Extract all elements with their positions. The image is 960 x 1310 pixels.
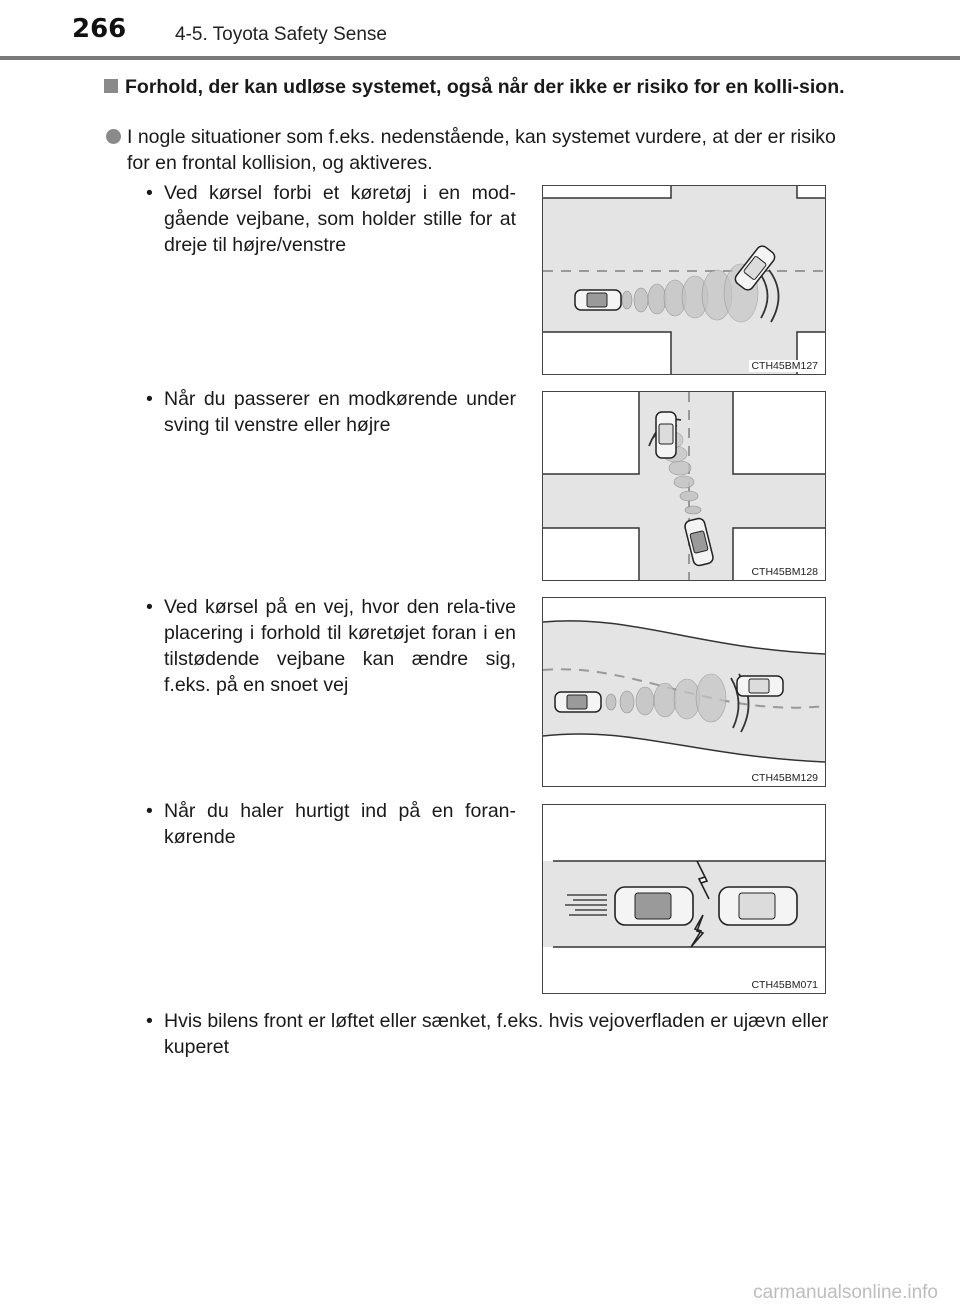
bullet-dot: • xyxy=(146,596,153,618)
figure-passing-stopped-vehicle xyxy=(542,185,826,375)
figure-code: CTH45BM128 xyxy=(751,566,818,578)
figure-code: CTH45BM071 xyxy=(751,979,818,991)
own-car-icon xyxy=(615,887,693,925)
bullet-item-5 xyxy=(146,1008,866,1060)
bullet-text: Ved kørsel forbi et køretøj i en mod-gående vejbane, som holder stille for at dreje til højre/venstre xyxy=(164,182,516,256)
bullet-dot: • xyxy=(146,800,153,822)
bullet-item-3 xyxy=(146,594,516,698)
intro-paragraph xyxy=(106,124,858,176)
leading-car-icon xyxy=(719,887,797,925)
figure-code: CTH45BM127 xyxy=(751,360,818,372)
bullet-dot: • xyxy=(146,182,153,204)
adjacent-car-icon xyxy=(737,676,783,696)
heading-text: Forhold, der kan udløse systemet, også når der ikke er risiko for en kolli-sion. xyxy=(125,76,845,98)
bullet-text: Ved kørsel på en vej, hvor den rela-tive placering i forhold til køretøjet foran i en tilstødende vejbane kan ændre sig, f.eks. på en snoet vej xyxy=(164,596,516,696)
figure-code: CTH45BM129 xyxy=(751,772,818,784)
bullet-text: Når du haler hurtigt ind på en foran-kørende xyxy=(164,800,516,848)
oncoming-car-icon xyxy=(656,412,676,458)
intro-text: I nogle situationer som f.eks. nedenstående, kan systemet vurdere, at der er risiko for en frontal kollision, og aktiveres. xyxy=(127,126,836,174)
bullet-dot: • xyxy=(146,1010,153,1032)
page-number: 266 xyxy=(72,14,127,44)
section-title: 4-5. Toyota Safety Sense xyxy=(175,24,387,45)
bullet-text: Hvis bilens front er løftet eller sænket, f.eks. hvis vejoverfladen er ujævn eller kuperet xyxy=(164,1010,829,1058)
rapid-approach-illustration xyxy=(543,805,825,993)
square-marker-icon xyxy=(104,79,118,93)
circle-bullet-icon xyxy=(106,129,121,144)
bullet-item-4 xyxy=(146,798,516,850)
own-car-icon xyxy=(575,290,621,310)
bullet-dot: • xyxy=(146,388,153,410)
own-car-icon xyxy=(555,692,601,712)
figure-passing-oncoming-turn xyxy=(542,391,826,581)
intersection-illustration xyxy=(543,186,825,374)
watermark: carmanualsonline.info xyxy=(753,1282,938,1303)
figure-winding-road xyxy=(542,597,826,787)
condition-heading xyxy=(104,74,864,100)
bullet-item-2 xyxy=(146,386,516,438)
header-rule xyxy=(0,56,960,60)
bullet-text: Når du passerer en modkørende under sving til venstre eller højre xyxy=(164,388,516,436)
winding-road-illustration xyxy=(543,598,825,786)
crossroad-illustration xyxy=(543,392,825,580)
figure-rapid-approach xyxy=(542,804,826,994)
bullet-item-1 xyxy=(146,180,516,258)
